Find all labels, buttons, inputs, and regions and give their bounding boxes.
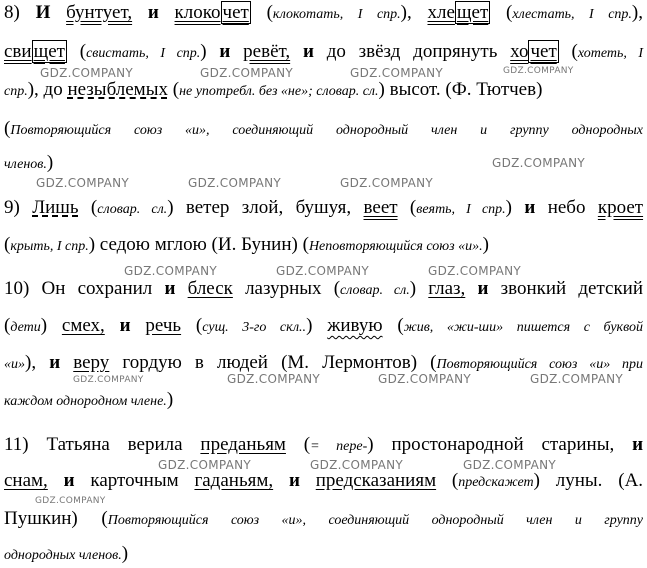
- watermark: GDZ.COMPANY: [40, 66, 134, 80]
- text-line-10-4: каждом однородном члене.): [4, 389, 174, 410]
- watermark: GDZ.COMPANY: [463, 458, 557, 472]
- text-line-11-4: однородных членов.): [4, 543, 129, 564]
- text-line-8-3: спр.), до незыблемых (не употребл. без «не»; словар. сл.) высот. (Ф. Тютчев): [4, 79, 543, 100]
- text-line-9-1: 9) Лишь (словар. сл.) ветер злой, бушуя, веет (веять, I спр.) и небо кроет: [4, 197, 644, 218]
- text-line-8-2: сви щет (свистать, I спр.) и ревёт, и до звёзд допрянуть хо чет (хотеть, I: [4, 41, 644, 62]
- watermark: GDZ.COMPANY: [73, 375, 144, 385]
- text-line-8-5: членов.): [4, 152, 54, 173]
- watermark: GDZ.COMPANY: [200, 66, 294, 80]
- text-line-8-1: 8) И бунтует, и клоко чет (клокотать, I спр.), хле щет (хлестать, I спр.),: [4, 2, 643, 23]
- text-line-11-2: снам, и карточным гаданьям, и предсказаниям (предскажет) луны. (А.: [4, 470, 644, 491]
- watermark: GDZ.COMPANY: [492, 156, 586, 170]
- text-line-11-1: 11) Татьяна верила преданьям (= пере-) простонародной старины, и: [4, 434, 644, 455]
- watermark: GDZ.COMPANY: [340, 176, 434, 190]
- watermark: GDZ.COMPANY: [188, 176, 282, 190]
- watermark: GDZ.COMPANY: [35, 496, 106, 506]
- watermark: GDZ.COMPANY: [350, 66, 444, 80]
- watermark: GDZ.COMPANY: [310, 458, 404, 472]
- text-line-11-3: Пушкин) (Повторяющийся союз «и», соединяющий однородный член и группу: [4, 508, 643, 529]
- text-line-9-2: (крыть, I спр.) седою мглою (И. Бунин) (Неповторяющийся союз «и».): [4, 234, 489, 255]
- text-line-10-1: 10) Он сохранил и блеск лазурных (словар. сл.) глаз, и звонкий детский: [4, 278, 644, 299]
- text-line-10-2: (дети) смех, и речь (сущ. 3-го скл..) живую (жив, «жи-ши» пишется с буквой: [4, 315, 644, 336]
- text-line-10-3: «и»), и веру гордую в людей (М. Лермонтов) (Повторяющийся союз «и» при: [4, 352, 644, 373]
- text-line-8-4: (Повторяющийся союз «и», соединяющий однородный член и группу однородных: [4, 118, 643, 139]
- watermark: GDZ.COMPANY: [503, 66, 574, 76]
- watermark: GDZ.COMPANY: [158, 458, 252, 472]
- watermark: GDZ.COMPANY: [36, 176, 130, 190]
- watermark: GDZ.COMPANY: [124, 264, 218, 278]
- watermark: GDZ.COMPANY: [276, 264, 370, 278]
- watermark: GDZ.COMPANY: [530, 372, 624, 386]
- watermark: GDZ.COMPANY: [428, 264, 522, 278]
- watermark: GDZ.COMPANY: [227, 372, 321, 386]
- watermark: GDZ.COMPANY: [378, 372, 472, 386]
